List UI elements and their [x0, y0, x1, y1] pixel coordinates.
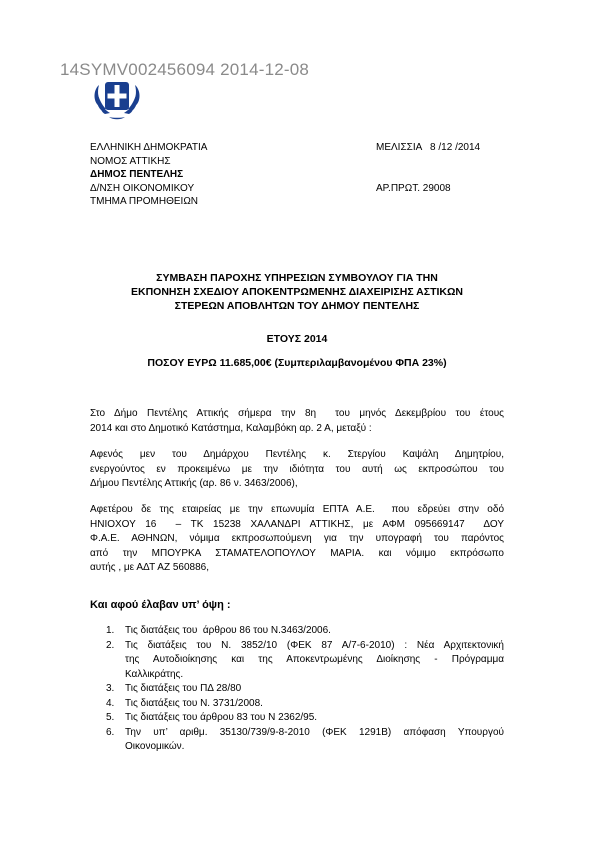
- list-item-text: [125, 726, 504, 755]
- issuer-block: [90, 141, 207, 209]
- paragraph-line: 2014 και στο Δημοτικό Κατάστημα, Καλαμβόκη αρ. 2 Α, μεταξύ :: [90, 422, 372, 434]
- protocol-number: ΑΡ.ΠΡΩΤ. 29008: [376, 183, 451, 194]
- coat-of-arms-icon: [91, 76, 143, 124]
- paragraph-line: Στο Δήμο Πεντέλης Αττικής σήμερα την 8η του μηνός Δεκεμβρίου του έτους: [90, 408, 504, 419]
- paragraph-date-place: [90, 407, 504, 436]
- contract-year: ΕΤΟΥΣ 2014: [266, 333, 328, 345]
- list-item: [106, 682, 504, 697]
- list-item: [106, 697, 504, 712]
- contract-title-line-2: ΕΚΠΟΝΗΣΗ ΣΧΕΔΙΟΥ ΑΠΟΚΕΝΤΡΩΜΕΝΗΣ ΔΙΑΧΕΙΡΙΣΗΣ ΑΣΤΙΚΩΝ: [131, 286, 463, 298]
- considerations-heading: Και αφού έλαβαν υπ’ όψη :: [90, 599, 231, 611]
- paragraph-line: Αφετέρου δε της εταιρείας με την επωνυμία ΕΠΤΑ Α.Ε. που εδρεύει στην οδό: [90, 504, 504, 515]
- list-item-text: [125, 682, 504, 697]
- issuer-line-directorate: Δ/ΝΣΗ ΟΙΚΟΝΟΜΙΚΟΥ: [90, 182, 195, 194]
- list-item-line: Τις διατάξεις του Ν. 3731/2008.: [125, 697, 263, 709]
- list-item-number: 5.: [106, 712, 115, 723]
- paragraph-line: ενεργούντος εν προκειμένω με την ιδιότητα του αυτή ως εκπροσώπου του: [90, 463, 504, 475]
- paragraph-second-party: [90, 503, 504, 576]
- list-item-line: Τις διατάξεις του άρθρου 86 του Ν.3463/2006.: [125, 625, 331, 636]
- list-item-number: 4.: [106, 697, 115, 709]
- list-item-line: Καλλικράτης.: [125, 668, 184, 680]
- list-item-number: 2.: [106, 639, 115, 651]
- issuer-line-department: ΤΜΗΜΑ ΠΡΟΜΗΘΕΙΩΝ: [90, 196, 199, 207]
- paragraph-line: Αφενός μεν του Δημάρχου Πεντέλης κ. Στεργίου Καψάλη Δημητρίου,: [90, 449, 504, 460]
- list-item-number: 3.: [106, 683, 115, 694]
- issuer-line-prefecture: ΝΟΜΟΣ ΑΤΤΙΚΗΣ: [90, 155, 171, 167]
- place-date: ΜΕΛΙΣΣΙΑ 8 /12 /2014: [376, 142, 481, 153]
- list-item-number: 6.: [106, 726, 115, 738]
- list-item-line: Τις διατάξεις του Ν. 3852/10 (ΦΕΚ 87 Α/7-6-2010) : Νέα Αρχιτεκτονική: [125, 639, 504, 651]
- list-item-line: Την υπ’ αριθμ. 35130/739/9-8-2010 (ΦΕΚ 1291Β) απόφαση Υπουργού: [125, 726, 504, 738]
- issuer-line-municipality: ΔΗΜΟΣ ΠΕΝΤΕΛΗΣ: [90, 169, 184, 180]
- paragraph-line: ΗΝΙΟΧΟΥ 16 – ΤΚ 15238 ΧΑΛΑΝΔΡΙ ΑΤΤΙΚΗΣ, με ΑΦΜ 095669147 ΔΟΥ: [90, 518, 504, 530]
- paragraph-line: Δήμου Πεντέλης Αττικής (αρ. 86 ν. 3463/2006),: [90, 478, 298, 489]
- considerations-list: [106, 624, 504, 755]
- contract-title: [90, 271, 504, 313]
- contract-title-line-1: ΣΥΜΒΑΣΗ ΠΑΡΟΧΗΣ ΥΠΗΡΕΣΙΩΝ ΣΥΜΒΟΥΛΟΥ ΓΙΑ ΤΗΝ: [156, 272, 438, 284]
- paragraph-first-party: [90, 448, 504, 492]
- contract-title-line-3: ΣΤΕΡΕΩΝ ΑΠΟΒΛΗΤΩΝ ΤΟΥ ΔΗΜΟΥ ΠΕΝΤΕΛΗΣ: [174, 300, 420, 312]
- list-item-line: Τις διατάξεις του ΠΔ 28/80: [125, 683, 242, 694]
- list-item-text: [125, 624, 504, 639]
- paragraph-line: αυτής , με ΑΔΤ ΑΖ 560886,: [90, 562, 209, 573]
- list-item-line: της Αυτοδιοίκησης και της Αποκεντρωμένης Διοίκησης - Πρόγραμμα: [125, 654, 504, 665]
- list-item: [106, 624, 504, 639]
- paragraph-line: από την ΜΠΟΥΡΚΑ ΣΤΑΜΑΤΕΛΟΠΟΥΛΟΥ ΜΑΡΙΑ. και νόμιμο εκπρόσωπο: [90, 547, 504, 559]
- list-item: [106, 726, 504, 755]
- greek-coat-of-arms-emblem: [91, 76, 143, 124]
- list-item: [106, 711, 504, 726]
- list-item-line: Οικονομικών.: [125, 741, 185, 752]
- paragraph-line: Φ.Α.Ε. ΑΘΗΝΩΝ, νόμιμα εκπροσωπούμενη για την υπογραφή του παρόντος: [90, 533, 504, 544]
- contract-amount: ΠΟΣΟΥ ΕΥΡΩ 11.685,00€ (Συμπεριλαμβανομένου ΦΠΑ 23%): [147, 357, 447, 369]
- list-item-line: Τις διατάξεις του άρθρου 83 του Ν 2362/95.: [125, 712, 318, 723]
- issuer-line-country: ΕΛΛΗΝΙΚΗ ΔΗΜΟΚΡΑΤΙΑ: [90, 142, 208, 153]
- list-item-text: [125, 711, 504, 726]
- list-item-number: 1.: [106, 625, 115, 636]
- document-id-stamp: 14SYMV002456094 2014-12-08: [60, 60, 310, 79]
- list-item: [106, 639, 504, 683]
- list-item-text: [125, 639, 504, 683]
- list-item-text: [125, 697, 504, 712]
